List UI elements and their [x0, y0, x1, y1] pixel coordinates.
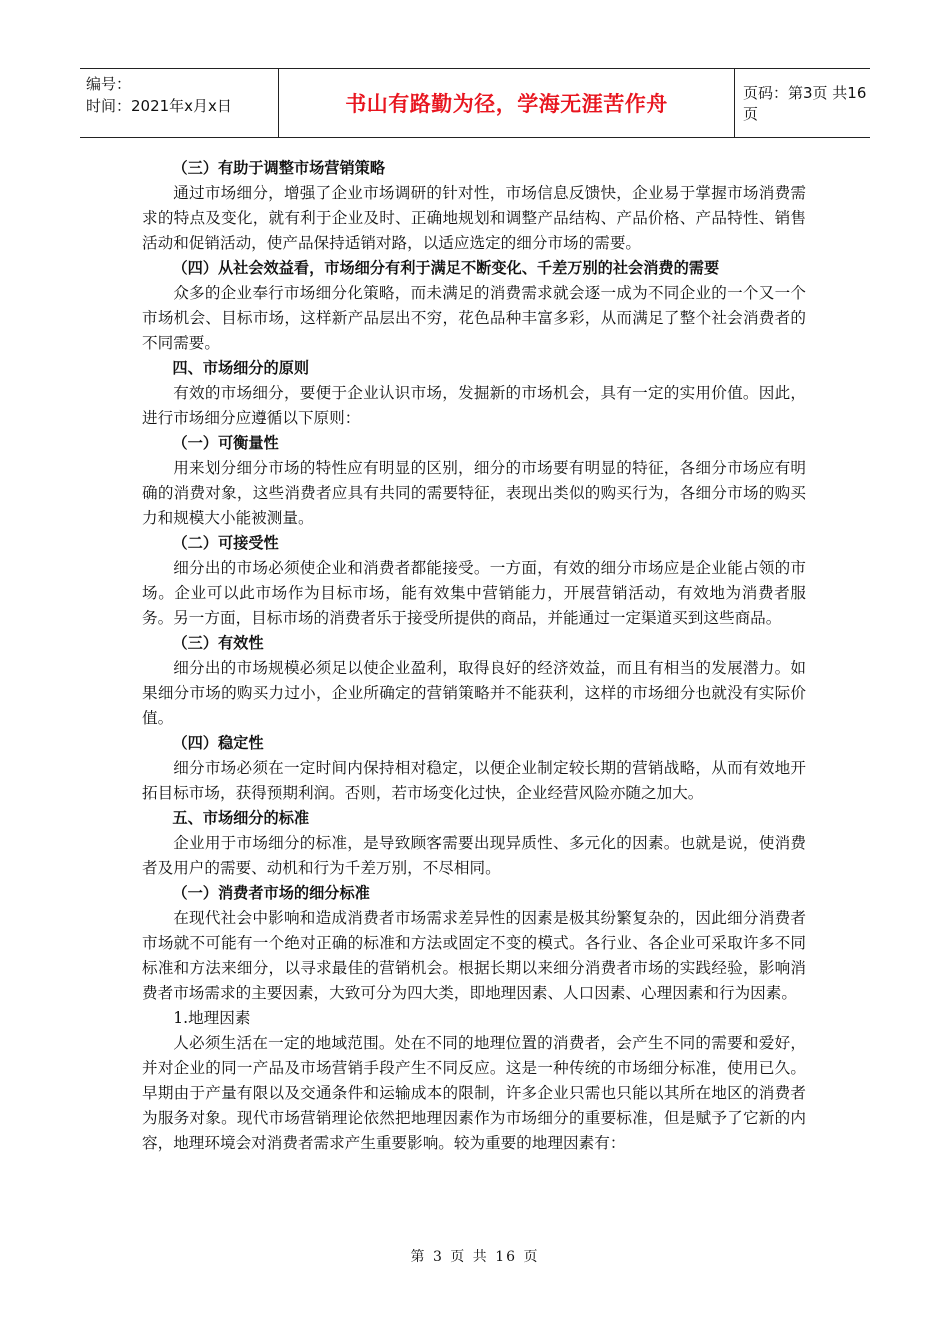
section-heading: （四）稳定性	[172, 734, 264, 752]
header-motto: 书山有路勤为径，学海无涯苦作舟	[279, 69, 735, 137]
paragraph: 人必须生活在一定的地域范围。处在不同的地理位置的消费者，会产生不同的需要和爱好，并对企业的同一产品及市场营销手段产生不同反应。这是一种传统的市场细分标准，使用已久。早期由于产量有限以及交通条件和运输成本的限制，许多企业只需也只能以其所在地区的消费者为服务对象。现代市场营销理论依然把地理因素作为市场细分的重要标准，但是赋予了它新的内容，地理环境会对消费者需求产生重要影响。较为重要的地理因素有：	[142, 1034, 806, 1152]
section-heading: （三）有效性	[172, 634, 264, 652]
section-heading: （三）有助于调整市场营销策略	[172, 159, 386, 177]
code-label: 编号：	[86, 75, 132, 93]
document-body	[142, 156, 806, 1156]
time-label: 时间：2021年x月x日	[86, 97, 232, 115]
paragraph: 细分出的市场必须使企业和消费者都能接受。一方面，有效的细分市场应是企业能占领的市场。企业可以此市场作为目标市场，能有效集中营销能力，开展营销活动，有效地为消费者服务。另一方面，目标市场的消费者乐于接受所提供的商品，并能通过一定渠道买到这些商品。	[142, 559, 806, 627]
header-meta	[80, 69, 279, 137]
paragraph: 用来划分细分市场的特性应有明显的区别，细分的市场要有明显的特征，各细分市场应有明确的消费对象，这些消费者应具有共同的需要特征，表现出类似的购买行为，各细分市场的购买力和规模大小能被测量。	[142, 459, 806, 527]
page-header	[80, 68, 870, 138]
section-heading: （一）可衡量性	[172, 434, 279, 452]
section-heading: （二）可接受性	[172, 534, 279, 552]
paragraph: 在现代社会中影响和造成消费者市场需求差异性的因素是极其纷繁复杂的，因此细分消费者市场就不可能有一个绝对正确的标准和方法或固定不变的模式。各行业、各企业可采取许多不同标准和方法来细分，以寻求最佳的营销机会。根据长期以来细分消费者市场的实践经验，影响消费者市场需求的主要因素，大致可分为四大类，即地理因素、人口因素、心理因素和行为因素。	[142, 909, 806, 1002]
section-heading: 四、市场细分的原则	[172, 359, 310, 377]
paragraph: 企业用于市场细分的标准，是导致顾客需要出现异质性、多元化的因素。也就是说，使消费者及用户的需要、动机和行为千差万别，不尽相同。	[142, 834, 806, 877]
paragraph: 众多的企业奉行市场细分化策略，而未满足的消费需求就会逐一成为不同企业的一个又一个市场机会、目标市场，这样新产品层出不穷，花色品种丰富多彩，从而满足了整个社会消费者的不同需要。	[142, 284, 806, 352]
section-heading: 五、市场细分的标准	[172, 809, 310, 827]
section-heading: （一）消费者市场的细分标准	[172, 884, 370, 902]
paragraph: 细分市场必须在一定时间内保持相对稳定，以便企业制定较长期的营销战略，从而有效地开拓目标市场，获得预期利润。否则，若市场变化过快，企业经营风险亦随之加大。	[142, 759, 806, 802]
page-footer: 第 3 页 共 16 页	[410, 1249, 540, 1265]
section-heading: （四）从社会效益看，市场细分有利于满足不断变化、千差万别的社会消费的需要	[172, 259, 720, 277]
header-page-info: 页码：第3页 共16页	[743, 84, 867, 123]
subsection-label: 1.地理因素	[173, 1009, 251, 1027]
paragraph: 细分出的市场规模必须足以使企业盈利，取得良好的经济效益，而且有相当的发展潜力。如果细分市场的购买力过小，企业所确定的营销策略并不能获利，这样的市场细分也就没有实际价值。	[142, 659, 806, 727]
paragraph: 通过市场细分，增强了企业市场调研的针对性，市场信息反馈快，企业易于掌握市场消费需求的特点及变化，就有利于企业及时、正确地规划和调整产品结构、产品价格、产品特性、销售活动和促销活动，使产品保持适销对路，以适应选定的细分市场的需要。	[142, 184, 806, 252]
paragraph: 有效的市场细分，要便于企业认识市场，发掘新的市场机会，具有一定的实用价值。因此，进行市场细分应遵循以下原则：	[142, 384, 806, 427]
